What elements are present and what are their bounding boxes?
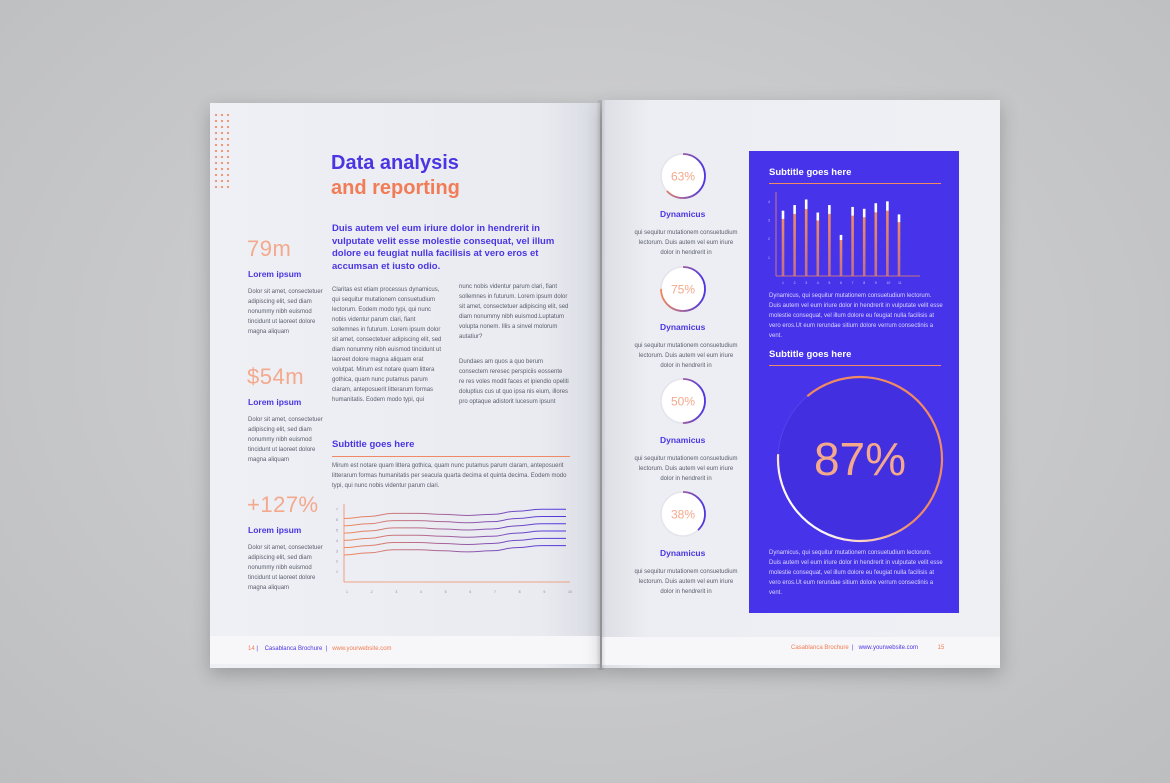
donut-chart xyxy=(658,489,708,539)
bar xyxy=(875,203,878,276)
bar-chart xyxy=(762,190,942,290)
donut-chart xyxy=(658,376,708,426)
right-footer: Casablanca Brochure | www.yourwebsite.com 15 xyxy=(791,645,945,651)
panel-rule xyxy=(769,365,941,366)
page-number: 14 xyxy=(248,646,255,652)
bar xyxy=(851,207,854,276)
subtitle-text: Mirum est notare quam littera gothica, quam nunc putamus parum claram, anteposuerit litterarum formas humanitatis per seacula quarta decima et quinta decima. Eodem modo typi, qui nunc nobis videntur parum clari. xyxy=(332,463,567,489)
y-tick-label: 3 xyxy=(768,218,770,223)
x-tick-label: 8 xyxy=(518,590,521,594)
stat-label: Lorem ipsum xyxy=(248,269,302,279)
y-tick-label: 2 xyxy=(768,237,770,242)
subtitle: Subtitle goes here xyxy=(332,439,415,450)
y-tick-label: 5 xyxy=(336,528,338,533)
bar xyxy=(898,214,901,276)
donut-label: Dynamicus xyxy=(660,435,706,445)
x-tick-label: 3 xyxy=(395,590,398,594)
y-tick-label: 4 xyxy=(336,538,338,543)
body-column-2b: Dundaes am quos a quo berum consectem reresec perspiciis eossente re res voles modit faces et ipiendio opeliti doluptius cus ut quo ipsa nis eium, illores pro optaque adistorit lucesum ipsunt xyxy=(459,359,569,405)
x-tick-label: 6 xyxy=(840,281,842,285)
x-tick-label: 8 xyxy=(863,281,866,285)
footer-url: www.yourwebsite.com xyxy=(332,646,392,652)
x-tick-label: 5 xyxy=(444,590,447,594)
x-tick-label: 10 xyxy=(886,281,891,285)
panel-text: Dynamicus, qui sequitur mutationem consuetudium lectorum. Duis autem vel eum iriure dolor in hendrerit in vulputate velit esse molestie consequat, vel illum dolore eu feugiat nulla facilisis at vero eros.Ut eum rerundae sitium dolore verrum consectinis a vent. xyxy=(769,550,943,596)
bar xyxy=(805,199,808,276)
stat-value: +127% xyxy=(247,492,319,517)
x-tick-label: 9 xyxy=(543,590,546,594)
panel-subtitle: Subtitle goes here xyxy=(769,167,852,178)
x-tick-label: 7 xyxy=(851,281,854,285)
panel-subtitle: Subtitle goes here xyxy=(769,349,852,360)
bar xyxy=(863,209,866,276)
y-tick-label: 1 xyxy=(768,255,770,260)
donut-label: Dynamicus xyxy=(660,322,706,332)
x-tick-label: 2 xyxy=(793,281,796,285)
stat-label: Lorem ipsum xyxy=(248,397,302,407)
x-tick-label: 11 xyxy=(898,281,902,285)
y-tick-label: 2 xyxy=(336,559,338,564)
donut-text: qui sequitur mutationem consuetudium lectorum. Duis autem vel eum iriure dolor in hendrerit in xyxy=(634,343,738,369)
stat-text: Dolor sit amet, consectetuer adipiscing elit, sed diam nonummy nibh euismod tincidunt ut laoreet dolore magna aliquam xyxy=(248,545,323,591)
x-tick-label: 4 xyxy=(420,590,422,594)
stat-label: Lorem ipsum xyxy=(248,525,302,535)
x-tick-label: 10 xyxy=(568,590,572,594)
stat-text: Dolor sit amet, consectetuer adipiscing elit, sed diam nonummy nibh euismod tincidunt ut laoreet dolore magna aliquam xyxy=(248,289,323,335)
stat-value: 79m xyxy=(247,236,292,261)
donut-chart xyxy=(658,264,708,314)
ring-percent: 87% xyxy=(813,433,907,485)
panel-text: Dynamicus, qui sequitur mutationem consuetudium lectorum. Duis autem vel eum iriure dolor in hendrerit in vulputate velit esse molestie consequat, vel illum dolore eu feugiat nulla facilisis at vero eros.Ut eum rerundae sitium dolore verrum consectinis a vent. xyxy=(769,293,943,339)
donut-text: qui sequitur mutationem consuetudium lectorum. Duis autem vel eum iriure dolor in hendrerit in xyxy=(634,569,738,595)
donut-text: qui sequitur mutationem consuetudium lectorum. Duis autem vel eum iriure dolor in hendrerit in xyxy=(634,456,738,482)
donut-percent: 75% xyxy=(670,282,696,297)
subtitle-rule xyxy=(332,456,570,457)
donut-percent: 63% xyxy=(670,169,696,184)
x-tick-label: 4 xyxy=(816,281,819,285)
footer-url: www.yourwebsite.com xyxy=(858,645,918,651)
bar xyxy=(840,235,843,276)
page-title: Data analysis and reporting xyxy=(331,152,460,199)
body-column-2: nunc nobis videntur parum clari, fiant sollemnes in futurum. Lorem ipsum dolor sit amet, consectetuer adipiscing elit, sed diam nonummy nibh euismod.Luptatum volupta nonem. Illis a sinvel molorum autatiur? xyxy=(459,284,569,340)
donut-percent: 50% xyxy=(670,394,696,409)
left-footer: 14 | Casablanca Brochure | www.yourwebsite.com xyxy=(248,646,392,652)
x-tick-label: 1 xyxy=(782,281,784,285)
x-tick-label: 1 xyxy=(346,590,348,594)
bar xyxy=(793,205,796,276)
panel-rule xyxy=(769,183,941,184)
right-footer-band xyxy=(602,637,1000,665)
y-tick-label: 4 xyxy=(768,199,770,204)
big-progress-ring xyxy=(775,374,945,544)
x-tick-label: 3 xyxy=(805,281,808,285)
donut-label: Dynamicus xyxy=(660,209,706,219)
page-number: 15 xyxy=(937,645,945,651)
x-tick-label: 9 xyxy=(874,281,877,285)
footer-brand: Casablanca Brochure xyxy=(791,645,849,651)
x-tick-label: 6 xyxy=(469,590,472,594)
body-column-1: Claritas est etiam processus dynamicus, qui sequitur mutationem consuetudium lectorum. Eodem modo typi, qui nunc nobis videntur parum clari, fiant sollemnes in futurum. Lorem ipsum dolor sit amet, consectetuer adipiscing elit, sed diam nonummy nibh euismod tincidunt ut laoreet dolore magna aliquam erat volutpat. Mirum est notare quam littera gothica, quam nunc putamus parum claram, anteposuerit litterarum formas humanitatis. Eodem modo typi, qui xyxy=(332,287,442,403)
line-chart xyxy=(326,500,576,600)
line-series xyxy=(344,546,566,555)
y-tick-label: 7 xyxy=(336,507,338,512)
bar xyxy=(782,211,785,276)
donut-label: Dynamicus xyxy=(660,548,706,558)
stat-value: $54m xyxy=(247,364,305,389)
x-tick-label: 5 xyxy=(828,281,831,285)
y-tick-label: 3 xyxy=(336,549,338,554)
book-spine xyxy=(596,100,606,670)
bar xyxy=(828,205,831,276)
footer-brand: Casablanca Brochure xyxy=(264,646,323,652)
x-tick-label: 2 xyxy=(370,590,373,594)
stat-text: Dolor sit amet, consectetuer adipiscing elit, sed diam nonummy nibh euismod tincidunt ut laoreet dolore magna aliquam xyxy=(248,417,323,463)
bar xyxy=(886,201,889,276)
lead-paragraph: Duis autem vel eum iriure dolor in hendrerit in vulputate velit esse molestie consequat, vel illum dolore eu feugiat nulla facilisis at vero eros et accumsan et iusto odio. xyxy=(332,223,555,272)
bar xyxy=(817,213,820,276)
decorative-dot-grid xyxy=(213,112,231,190)
donut-text: qui sequitur mutationem consuetudium lectorum. Duis autem vel eum iriure dolor in hendrerit in xyxy=(634,230,738,256)
donut-chart xyxy=(658,151,708,201)
y-tick-label: 6 xyxy=(336,518,338,523)
x-tick-label: 7 xyxy=(494,590,496,594)
donut-percent: 38% xyxy=(670,507,696,522)
y-tick-label: 1 xyxy=(336,570,338,575)
